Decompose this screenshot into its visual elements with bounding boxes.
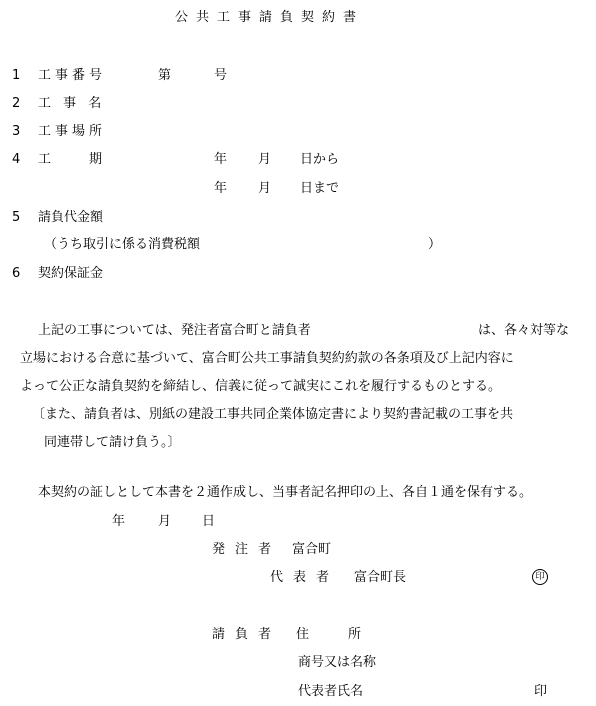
- body-line: 同連帯して請け負う。〕: [44, 435, 181, 450]
- consumption-tax-note: （うち取引に係る消費税額: [44, 237, 201, 252]
- body-line: は、各々対等な: [478, 323, 570, 338]
- consumption-tax-close: ）: [428, 237, 442, 252]
- period-to-year: 年: [214, 181, 228, 196]
- orderer-seal-mark: 印: [532, 569, 548, 585]
- date-month: 月: [158, 514, 172, 529]
- period-from-day: 日から: [300, 152, 340, 167]
- item-label-construction-site: 工事場所: [38, 124, 107, 139]
- contractor-label: 請負者: [212, 627, 282, 642]
- item-number: 5: [12, 210, 21, 225]
- period-from-year: 年: [214, 152, 228, 167]
- item-label-construction-number: 工事番号: [38, 68, 107, 83]
- body-line: 〔また、請負者は、別紙の建設工事共同企業体協定書により契約書記載の工事を共: [32, 407, 514, 422]
- go-label: 号: [214, 68, 228, 83]
- item-number: 6: [12, 266, 21, 281]
- period-to-day: 日まで: [300, 181, 340, 196]
- item-number: 4: [12, 152, 21, 167]
- proof-statement: 本契約の証しとして本書を２通作成し、当事者記名押印の上、各自１通を保有する。: [38, 485, 533, 500]
- period-to-month: 月: [258, 181, 272, 196]
- date-day: 日: [202, 514, 216, 529]
- body-line: よって公正な請負契約を締結し、信義に従って誠実にこれを履行するものとする。: [20, 379, 502, 394]
- body-line: 立場における合意に基づいて、富合町公共工事請負契約約款の各条項及び上記内容に: [20, 351, 514, 366]
- orderer-label: 発注者: [212, 542, 282, 557]
- orderer-rep-name: 富合町長: [354, 570, 407, 585]
- contractor-rep-label: 代表者氏名: [298, 684, 364, 699]
- item-number: 2: [12, 96, 21, 111]
- document-title: 公共工事請負契約書: [175, 10, 365, 25]
- item-label-construction-name: 工 事 名: [38, 96, 106, 111]
- body-line: 上記の工事については、発注者富合町と請負者: [38, 323, 311, 338]
- contractor-trade-name-label: 商号又は名称: [298, 655, 377, 670]
- item-label-contract-amount: 請負代金額: [38, 210, 104, 225]
- contractor-seal-mark: 印: [534, 684, 548, 699]
- period-from-month: 月: [258, 152, 272, 167]
- dai-label: 第: [158, 68, 172, 83]
- item-number: 3: [12, 124, 21, 139]
- item-label-contract-guarantee: 契約保証金: [38, 266, 104, 281]
- item-label-period: 工 期: [38, 152, 107, 167]
- orderer-rep-label: 代表者: [270, 570, 340, 585]
- orderer-name: 富合町: [292, 542, 332, 557]
- contractor-address-label: 住 所: [296, 627, 362, 642]
- item-number: 1: [12, 68, 21, 83]
- date-year: 年: [112, 514, 126, 529]
